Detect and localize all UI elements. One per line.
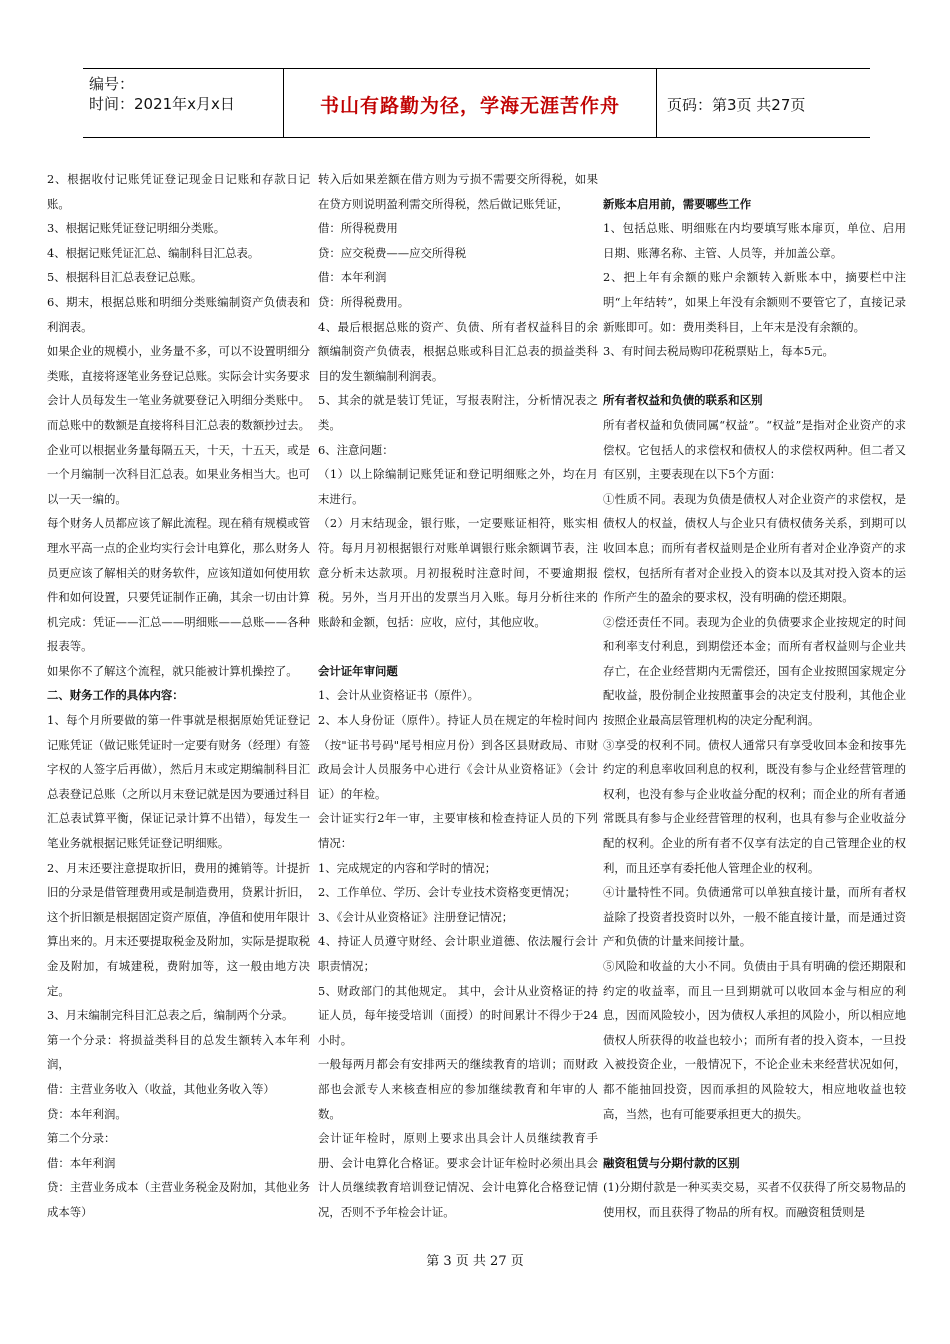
section-heading: 会计证年审问题 [318, 663, 398, 678]
paragraph: 每个财务人员都应该了解此流程。现在稍有规模或管理水平高一点的企业均实行会计电算化，那么财务人员更应该了解相关的财务软件，应该知道如何使用软件和如何设置，只要凭证制作正确，其余一切由计算机完成：凭证——汇总——明细账——总账——各种报表等。 [47, 516, 310, 654]
page-footer [0, 1250, 950, 1269]
paragraph: 3、《会计从业资格证》注册登记情况； [318, 909, 514, 924]
paragraph: ④计量特性不同。负债通常可以单独直接计量，而所有者权益除了投资者投资时以外，一般不能直接计量，而是通过资产和负债的计量来间接计量。 [603, 885, 906, 949]
paragraph: 5、财政部门的其他规定。 其中，会计从业资格证的持证人员，每年接受培训（面授）的时间累计不得少于24小时。 [318, 983, 598, 1047]
paragraph: 如果你不了解这个流程，就只能被计算机操控了。 [47, 663, 298, 678]
paragraph: 4、根据记账凭证汇总、编制科目汇总表。 [47, 245, 260, 260]
paragraph: 借：本年利润 [47, 1155, 116, 1170]
paragraph: 一般每两月都会有安排两天的继续教育的培训；而财政部也会派专人来核查相应的参加继续教育和年审的人数。 [318, 1057, 598, 1121]
section-heading: 二、财务工作的具体内容： [47, 688, 184, 703]
text-column-3 [603, 167, 906, 1225]
paragraph: 如果企业的规模小，业务量不多，可以不设置明细分类账，直接将逐笔业务登记总账。实际会计实务要求会计人员每发生一笔业务就要登记入明细分类账中。而总账中的数额是直接将科目汇总表的数额抄过去。企业可以根据业务量每隔五天，十天，十五天，或是一个月编制一次科目汇总表。如果业务相当大。也可以一天一编的。 [47, 344, 310, 506]
header-meta-cell [83, 69, 283, 137]
time-label: 时间：2021年x月x日 [89, 95, 235, 113]
paragraph: 6、期末，根据总账和明细分类账编制资产负债表和利润表。 [47, 294, 310, 334]
paragraph: 借：本年利润 [318, 270, 387, 285]
paragraph: ③享受的权利不同。债权人通常只有享受收回本金和按事先约定的利息率收回利息的权利，既没有参与企业经营管理的权利，也没有参与企业收益分配的权利；而企业的所有者通常既具有参与企业经营管理的权利，也具有参与企业收益分配的权利。企业的所有者不仅享有法定的自己管理企业的权利，而且还享有委托他人管理企业的权利。 [603, 737, 906, 875]
paragraph: 借：主营业务收入（收益，其他业务收入等） [47, 1081, 275, 1096]
paragraph: 3、根据记账凭证登记明细分类账。 [47, 221, 226, 236]
paragraph: ①性质不同。表现为负债是债权人对企业资产的求偿权，是债权人的权益，债权人与企业只有债权债务关系，到期可以收回本息；而所有者权益则是企业所有者对企业净资产的求偿权，包括所有者对企业投入的资本以及其对投入资本的运作所产生的盈余的要求权，没有明确的偿还期限。 [603, 491, 906, 605]
paragraph: 借：所得税费用 [318, 221, 398, 236]
paragraph: ⑤风险和收益的大小不同。负债由于具有明确的偿还期限和约定的收益率，而且一旦到期就可以收回本金与相应的利息，因而风险较小，因为债权人承担的风险小，所以相应地债权人所获得的收益也较小；而所有者的投入资本，一旦投入被投资企业，一般情况下，不论企业未来经营状况如何，都不能抽回投资，因而承担的风险较大，相应地收益也较高，当然，也有可能要承担更大的损失。 [603, 959, 906, 1121]
header-motto-cell [283, 69, 657, 137]
paragraph: 6、注意问题： [318, 442, 394, 457]
paragraph: 贷：本年利润。 [47, 1106, 127, 1121]
page-code: 页码：第3页 共27页 [667, 96, 806, 114]
header-page-cell [657, 69, 870, 137]
section-heading: 融资租赁与分期付款的区别 [603, 1155, 740, 1170]
paragraph: 5、根据科目汇总表登记总账。 [47, 270, 203, 285]
paragraph: 4、持证人员遵守财经、会计职业道德、依法履行会计职责情况； [318, 934, 598, 973]
paragraph: 第一个分录：将损益类科目的总发生额转入本年利润， [47, 1032, 310, 1072]
paragraph: ②偿还责任不同。表现为企业的负债要求企业按规定的时间和利率支付利息，到期偿还本金；而所有者权益则与企业共存亡，在企业经营期内无需偿还，国有企业按照国家规定分配收益，股份制企业按照董事会的决定支付股利，其他企业按照企业最高层管理机构的决定分配利润。 [603, 614, 906, 728]
paragraph: 2、月末还要注意提取折旧，费用的摊销等。计提折旧的分录是借管理费用或是制造费用，贷累计折旧，这个折旧额是根据固定资产原值，净值和使用年限计算出来的。月末还要提取税金及附加，实际是提取税金及附加，有城建税，费附加等，这一般由地方决定。 [47, 860, 310, 998]
paragraph: 会计证实行2年一审，主要审核和检查持证人员的下列情况： [318, 811, 598, 851]
paragraph: 第二个分录： [47, 1131, 116, 1146]
paragraph: 5、其余的就是装订凭证，写报表附注，分析情况表之类。 [318, 393, 598, 432]
paragraph: 1、会计从业资格证书（原件）。 [318, 688, 480, 703]
motto-text: 书山有路勤为径，学海无涯苦作舟 [319, 95, 620, 117]
text-column-1 [47, 167, 310, 1225]
paragraph: 4、最后根据总账的资产、负债、所有者权益科目的余额编制资产负债表，根据总账或科目汇总表的损益类科目的发生额编制利润表。 [318, 319, 598, 383]
paragraph: （1）以上除编制记账凭证和登记明细账之外，均在月末进行。 [318, 467, 598, 506]
paragraph: 1、完成规定的内容和学时的情况； [318, 860, 497, 875]
paragraph: 2、根据收付记账凭证登记现金日记账和存款日记账。 [47, 172, 310, 211]
paragraph: 1、包括总账、明细账在内均要填写账本扉页，单位、启用日期、账薄名称、主管、人员等，并加盖公章。 [603, 221, 906, 260]
paragraph: 贷：所得税费用。 [318, 294, 410, 309]
paragraph: 所有者权益和负债同属“权益”。“权益”是指对企业资产的求偿权。它包括人的求偿权和债权人的求偿权两种。但二者又有区别，主要表现在以下5个方面： [603, 417, 906, 482]
paragraph: 2、把上年有余额的账户余额转入新账本中，摘要栏中注明“上年结转”，如果上年没有余额则不要管它了，直接记录新账即可。如：费用类科目，上年末是没有余额的。 [603, 270, 906, 334]
footer-page-number: 第 3 页 共 27 页 [426, 1254, 524, 1269]
section-heading: 新账本启用前，需要哪些工作 [603, 196, 752, 211]
page-header [83, 68, 870, 138]
paragraph: 会计证年检时，原则上要求出具会计人员继续教育手册、会计电算化合格证。要求会计证年检时必须出具会计人员继续教育培训登记情况、会计电算化合格登记情况，否则不予年检会计证。 [318, 1131, 598, 1219]
paragraph: （2）月末结现金，银行账，一定要账证相符，账实相符。每月月初根据银行对账单调银行账余额调节表，注意分析未达款项。月初报税时注意时间，不要逾期报税。另外，当月开出的发票当月入账。每月分析往来的账龄和金额，包括：应收，应付，其他应收。 [318, 516, 598, 629]
paragraph: 2、本人身份证（原件）。持证人员在规定的年检时间内（按"证书号码"尾号相应月份）到各区县财政局、市财政局会计人员服务中心进行《会计从业资格证》（会计证）的年检。 [318, 713, 598, 801]
paragraph: 3、有时间去税局购印花税票贴上，每本5元。 [603, 344, 834, 359]
paragraph: 1、每个月所要做的第一件事就是根据原始凭证登记记账凭证（做记账凭证时一定要有财务（经理）有签字权的人签字后再做），然后月末或定期编制科目汇总表登记总账（之所以月末登记就是因为要通过科目汇总表试算平衡，保证记录计算不出错），每发生一笔业务就根据记账凭证登记明细账。 [47, 713, 310, 851]
text-column-2 [318, 167, 598, 1225]
paragraph: 转入后如果差额在借方则为亏损不需要交所得税，如果在贷方则说明盈利需交所得税，然后做记账凭证， [318, 172, 598, 211]
section-heading: 所有者权益和负债的联系和区别 [603, 393, 763, 408]
number-label: 编号： [89, 75, 135, 93]
paragraph: 贷：主营业务成本（主营业务税金及附加，其他业务成本等） [47, 1180, 310, 1219]
paragraph: 贷：应交税费——应交所得税 [318, 245, 467, 260]
paragraph: 3、月末编制完科目汇总表之后，编制两个分录。 [47, 1008, 294, 1023]
paragraph: (1)分期付款是一种买卖交易，买者不仅获得了所交易物品的使用权，而且获得了物品的所有权。而融资租赁则是 [603, 1180, 906, 1219]
paragraph: 2、工作单位、学历、会计专业技术资格变更情况； [318, 885, 576, 900]
